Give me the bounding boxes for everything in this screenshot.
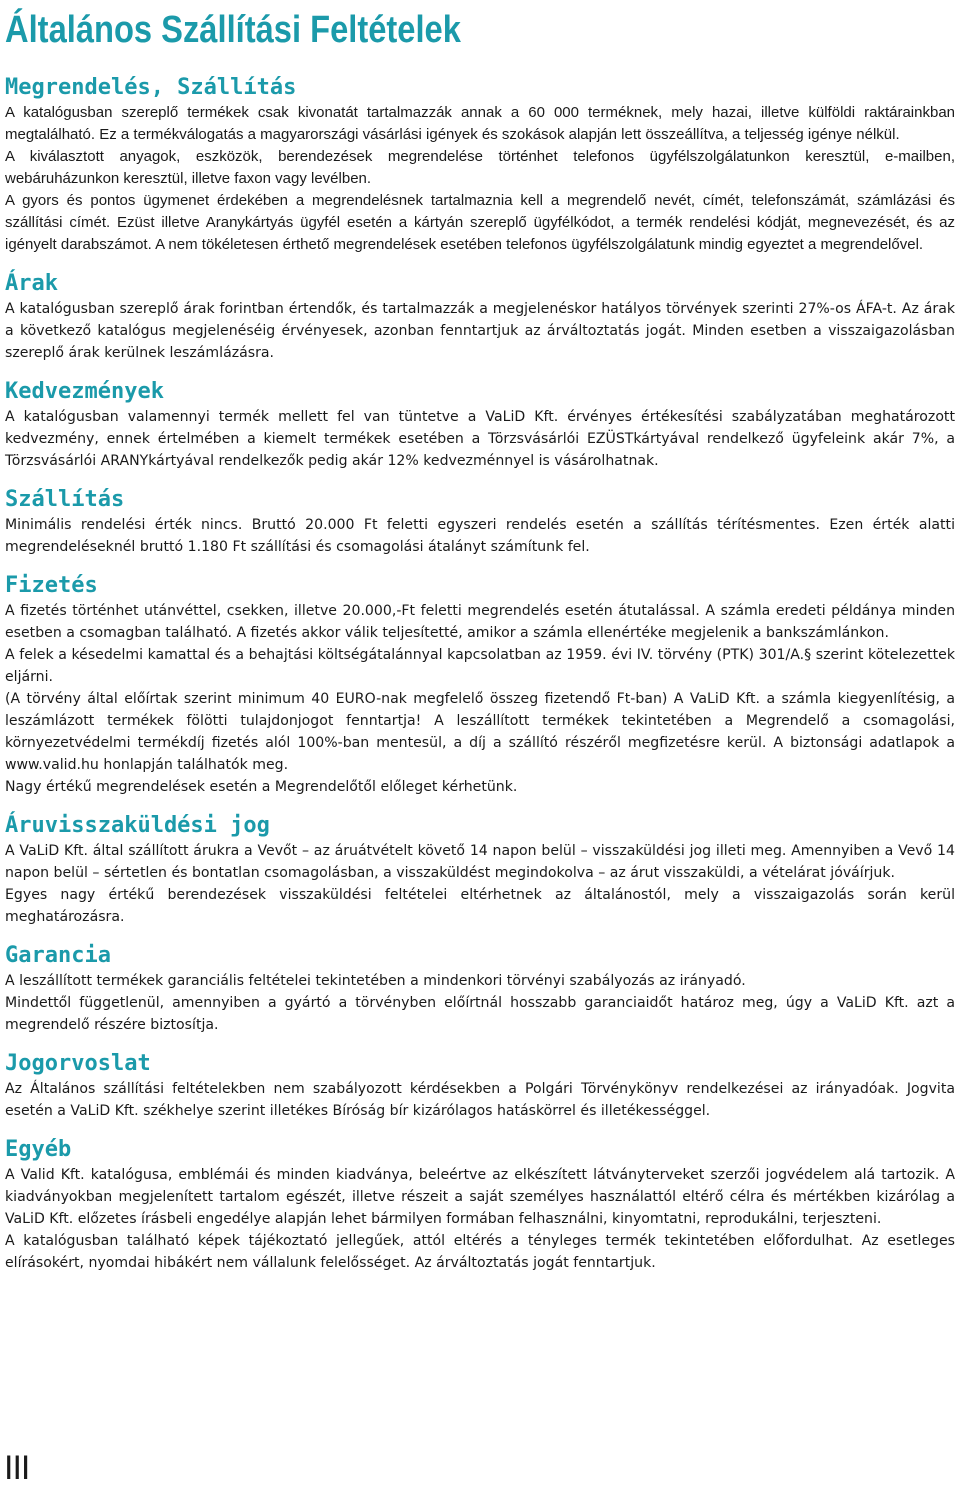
section-paragraph: A felek a késedelmi kamattal és a behajtási költségátalánnyal kapcsolatban az 1959. évi IV. törvény (PTK) 301/A.§ szerint kötelezettek eljárni. — [5, 647, 955, 685]
section-paragraph: Mindettől függetlenül, amennyiben a gyártó a törvényben előírtnál hosszabb garanciaidőt határoz meg, úgy a VaLiD Kft. azt a megrendelő részére biztosítja. — [5, 995, 955, 1033]
section-paragraph: Nagy értékű megrendelések esetén a Megrendelőtől előleget kérhetünk. — [5, 779, 518, 795]
section-paragraph: Az Általános szállítási feltételekben nem szabályozott kérdésekben a Polgári Törvénykönyv rendelkezései az irányadóak. Jogvita esetén a VaLiD Kft. székhelye szerint illetékes Bíróság bír kizárólagos hatáskörrel és illetékességgel. — [5, 1081, 955, 1119]
section-heading: Árak — [5, 271, 58, 296]
section-heading: Garancia — [5, 943, 111, 968]
section-discounts — [5, 378, 955, 472]
section-payment — [5, 572, 955, 798]
section-paragraph: A katalógusban található képek tájékoztató jellegűek, attól eltérés a tényleges termék tekintetében előfordulhat. Az esetleges elírásokért, nyomdai hibákért nem vállalunk felelősséget. Az árváltoztatás jogát fenntartjuk. — [5, 1233, 955, 1271]
section-paragraph: A leszállított termékek garanciális feltételei tekintetében a mindenkori törvényi szabályozás az irányadó. — [5, 973, 746, 989]
section-paragraph: A kiválasztott anyagok, eszközök, berendezések megrendelése történhet telefonos ügyfélszolgálatunkon keresztül, e-mailben, webáruházunkon keresztül, illetve faxon vagy levélben. — [5, 148, 955, 187]
section-paragraph: A Valid Kft. katalógusa, emblémái és minden kiadványa, beleértve az elkészített látványterveket szerzői jogvédelem alá tartozik. A kiadványokban megjelenített tartalom egészét, illetve részeit a saját személyes használattól eltérő célra és mértékben kizárólag a VaLiD Kft. előzetes írásbeli engedélye alapján lehet bármilyen formában felhasználni, kinyomtatni, reprodukálni, terjeszteni. — [5, 1167, 955, 1227]
section-legal-remedy — [5, 1050, 955, 1122]
section-warranty — [5, 942, 955, 1036]
section-heading: Áruvisszaküldési jog — [5, 813, 270, 838]
section-heading: Kedvezmények — [5, 379, 164, 404]
document-page — [5, 0, 955, 1274]
page-number: III — [4, 1449, 30, 1487]
section-paragraph: (A törvény által előírtak szerint minimum 40 EURO-nak megfelelő összeg fizetendő Ft-ban) A VaLiD Kft. a számla kiegyenlítésig, a leszámlázott termékek fölötti tulajdonjogot fenntartja! A leszállított termékek tekintetében a Megrendelő a csomagolási, környezetvédelmi termékdíj fizetés alól 100%-ban mentesül, a díj a szállító részéről megfizetésre kerül. A biztonsági adatlapok a www.valid.hu honlapján találhatók meg. — [5, 691, 955, 773]
section-heading: Szállítás — [5, 487, 125, 512]
section-paragraph: A katalógusban szereplő árak forintban értendők, és tartalmazzák a megjelenéskor hatályos törvények szerinti 27%-os ÁFA-t. Az árak a következő katalógus megjelenéséig érvényesek, azonban fenntartjuk az árváltoztatás jogát. Minden esetben a visszaigazolásban szereplő árak kerülnek leszámlázásra. — [5, 301, 955, 361]
section-heading: Megrendelés, Szállítás — [5, 75, 297, 100]
section-other — [5, 1136, 955, 1274]
section-heading: Egyéb — [5, 1137, 72, 1162]
section-heading: Jogorvoslat — [5, 1051, 151, 1076]
document-title: Általános Szállítási Feltételek — [5, 9, 461, 51]
section-shipping — [5, 486, 955, 558]
section-paragraph: A fizetés történhet utánvéttel, csekken, illetve 20.000,-Ft feletti megrendelés esetén átutalással. A számla eredeti példánya minden esetben a csomagban található. A fizetés akkor válik teljesítetté, amikor a számla ellenértéke megjelenik a bankszámlánkon. — [5, 603, 955, 641]
section-paragraph: Egyes nagy értékű berendezések visszaküldési feltételei eltérhetnek az általánostól, mely a visszaigazolás során kerül meghatározásra. — [5, 887, 955, 925]
section-ordering-delivery — [5, 74, 955, 256]
section-prices — [5, 270, 955, 364]
section-return-right — [5, 812, 955, 928]
section-paragraph: A katalógusban szereplő termékek csak kivonatát tartalmazzák annak a 60 000 terméknek, mely hazai, illetve külföldi raktárainkban megtalálható. Ez a termékválogatás a magyarországi vásárlási igények és szokások alapján lett összeállítva, a teljesség igénye nélkül. — [5, 104, 955, 143]
section-heading: Fizetés — [5, 573, 98, 598]
section-paragraph: A katalógusban valamennyi termék mellett fel van tüntetve a VaLiD Kft. érvényes értékesítési szabályzatában meghatározott kedvezmény, ennek értelmében a kiemelt termékek esetében a Törzsvásárlói EZÜSTkártyával rendelkező ügyfeleink akár 7%, a Törzsvásárlói ARANYkártyával rendelkezők pedig akár 12% kedvezménnyel is vásárolhatnak. — [5, 409, 955, 469]
section-paragraph: Minimális rendelési érték nincs. Bruttó 20.000 Ft feletti egyszeri rendelés esetén a szállítás térítésmentes. Ezen érték alatti megrendeléseknél bruttó 1.180 Ft szállítási és csomagolási átalányt számítunk fel. — [5, 517, 955, 555]
section-paragraph: A gyors és pontos ügymenet érdekében a megrendelésnek tartalmaznia kell a megrendelő nevét, címét, telefonszámát, számlázási és szállítási címét. Ezüst illetve Aranykártyás ügyfél esetén a kártyán szereplő ügyfélkódot, a termék rendelési kódját, megnevezését, és az igényelt darabszámot. A nem tökéletesen érthető megrendelések esetében telefonos ügyfélszolgálatunk mindig egyeztet a megrendelővel. — [5, 192, 955, 253]
section-paragraph: A VaLiD Kft. által szállított árukra a Vevőt – az áruátvételt követő 14 napon belül – visszaküldési jog illeti meg. Amennyiben a Vevő 14 napon belül – sértetlen és bontatlan csomagolásban, a visszaküldést megindokolva – az árut visszaküldi, a vételárat jóváírjuk. — [5, 843, 955, 881]
